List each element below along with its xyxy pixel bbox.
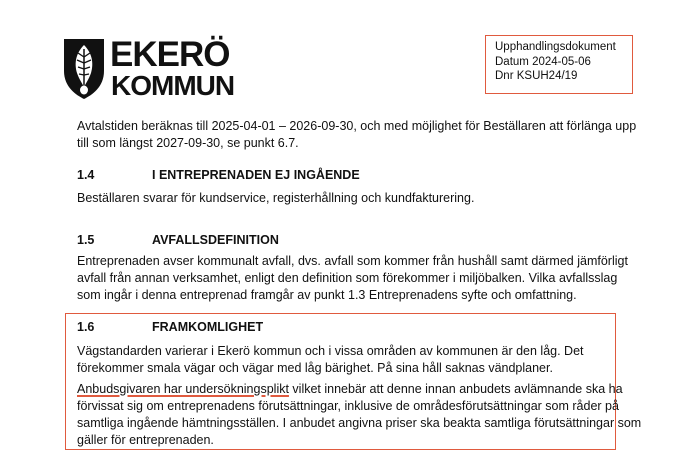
coat-of-arms-icon xyxy=(62,37,106,101)
ekero-kommun-logo xyxy=(62,35,235,103)
document-reference: Dnr KSUH24/19 xyxy=(495,70,578,82)
section-number: 1.4 xyxy=(77,168,95,182)
section-number: 1.5 xyxy=(77,233,95,247)
section-number: 1.6 xyxy=(77,320,95,334)
section-title: AVFALLSDEFINITION xyxy=(152,233,279,247)
logo-text-ekero: EKERÖ xyxy=(110,35,230,74)
section-1-4-text xyxy=(77,190,474,207)
section-1-6-paragraph-2 xyxy=(77,381,641,449)
section-1-6-paragraph-1 xyxy=(77,343,584,377)
section-heading-1-4 xyxy=(77,168,360,182)
underlined-phrase: Anbudsgivaren har undersökningsplikt xyxy=(77,382,289,396)
paragraph-line: som ingår i denna entreprenad framgår av punkt 1.3 Entreprenadens syfte och omfattning. xyxy=(77,288,577,302)
document-date: Datum 2024-05-06 xyxy=(495,55,591,68)
section-1-5-text xyxy=(77,253,628,304)
paragraph-line: Vägstandarden varierar i Ekerö kommun och i vissa områden av kommunen är den låg. Det xyxy=(77,344,584,358)
intro-paragraph xyxy=(77,118,636,152)
section-heading-1-6 xyxy=(77,320,263,334)
paragraph-line: Beställaren svarar för kundservice, registerhållning och kundfakturering. xyxy=(77,191,475,205)
section-heading-1-5 xyxy=(77,233,279,247)
logo-text-kommun: KOMMUN xyxy=(111,70,235,101)
section-title: FRAMKOMLIGHET xyxy=(152,320,264,334)
paragraph-line: förvissat sig om entreprenadens förutsättningar, inklusive de områdesförutsättningar som råder på xyxy=(77,399,619,413)
paragraph-line xyxy=(77,381,641,398)
paragraph-line: gäller för entreprenaden. xyxy=(77,433,214,447)
paragraph-line: avfall från annan verksamhet, enligt den definition som förekommer i miljöbalken. Vilka avfallsslag xyxy=(77,271,618,285)
paragraph-line: förekommer smala vägar och vägar med låg bärighet. På sina håll saknas vändplaner. xyxy=(77,361,553,375)
section-title: I ENTREPRENADEN EJ INGÅENDE xyxy=(152,168,360,182)
paragraph-line: samtliga ingående hämtningsställen. I anbudet angivna priser ska beakta samtliga förutsättningar som xyxy=(77,416,642,430)
document-info-box xyxy=(485,35,633,94)
paragraph-line: Entreprenaden avser kommunalt avfall, dvs. avfall som kommer från hushåll samt därmed jämförligt xyxy=(77,254,628,268)
document-type: Upphandlingsdokument xyxy=(495,41,616,53)
intro-line: Avtalstiden beräknas till 2025-04-01 – 2026-09-30, och med möjlighet för Beställaren att förlänga upp xyxy=(77,119,637,133)
intro-line: till som längst 2027-09-30, se punkt 6.7. xyxy=(77,136,299,150)
paragraph-text: vilket innebär att denne innan anbudets avlämnande ska ha xyxy=(288,382,623,396)
